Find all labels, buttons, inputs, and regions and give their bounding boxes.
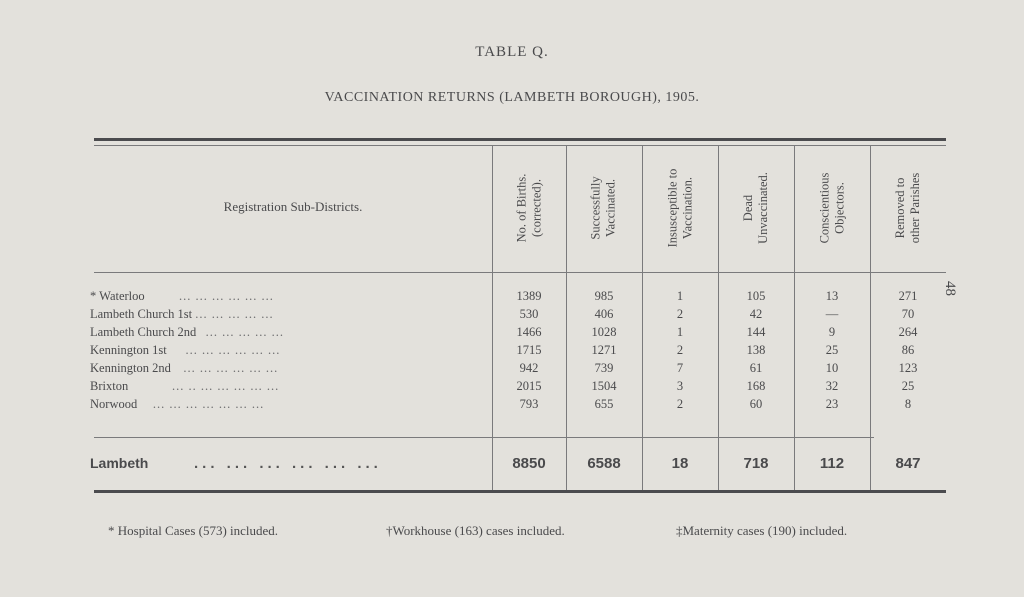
table-row (0, 325, 1024, 343)
births-cell: 530 (519, 307, 539, 321)
vaccinated-cell: 655 (594, 397, 614, 411)
removed-cell: 271 (898, 289, 918, 303)
insusceptible-cell: 2 (676, 307, 684, 321)
total-row (0, 455, 1024, 477)
bottom-rule (94, 490, 946, 493)
row-name: Lambeth Church 2nd ... ... ... ... ... (90, 325, 284, 339)
table-row (0, 397, 1024, 415)
footnote-maternity: ‡Maternity cases (190) included. (676, 523, 848, 538)
row-name: Kennington 2nd ... ... ... ... ... ... (90, 361, 279, 375)
total-dead-cell: 718 (743, 455, 769, 472)
removed-cell: 25 (901, 379, 915, 393)
dead-cell: 60 (749, 397, 763, 411)
row-name: Brixton ... .. ... ... ... ... ... (90, 379, 280, 393)
removed-column-header: Removed to other Parishes (892, 172, 922, 244)
births-cell: 793 (519, 397, 539, 411)
births-cell: 1389 (516, 289, 542, 303)
objectors-cell: 13 (825, 289, 839, 303)
total-rule-right (494, 437, 874, 438)
dead-cell: 168 (746, 379, 766, 393)
total-leaders: ... ... ... ... ... ... (194, 455, 382, 472)
total-insusceptible-cell: 18 (671, 455, 689, 472)
births-cell: 2015 (516, 379, 542, 393)
row-name: Kennington 1st ... ... ... ... ... ... (90, 343, 281, 357)
successfully-vaccinated-column-header: Successfully Vaccinated. (589, 176, 618, 240)
total-rule-left (94, 437, 494, 438)
births-column-header: No. of Births. (corrected). (514, 173, 543, 243)
objectors-cell: — (825, 307, 839, 321)
objectors-cell: 23 (825, 397, 839, 411)
top-rule (94, 138, 946, 141)
objectors-cell: 10 (825, 361, 839, 375)
births-cell: 942 (519, 361, 539, 375)
conscientious-objectors-column-header: Conscientious Objectors. (817, 172, 846, 244)
insusceptible-cell: 7 (676, 361, 684, 375)
births-cell: 1715 (516, 343, 542, 357)
table-row (0, 343, 1024, 361)
row-name: Lambeth Church 1st ... ... ... ... ... (90, 307, 274, 321)
vaccinated-cell: 1028 (591, 325, 617, 339)
vaccinated-cell: 406 (594, 307, 614, 321)
dead-cell: 105 (746, 289, 766, 303)
removed-cell: 8 (904, 397, 912, 411)
dead-cell: 42 (749, 307, 763, 321)
dead-unvaccinated-column-header: Dead Unvaccinated. (741, 172, 770, 244)
table-row (0, 379, 1024, 397)
dead-cell: 61 (749, 361, 763, 375)
vaccinated-cell: 1271 (591, 343, 617, 357)
insusceptible-cell: 2 (676, 343, 684, 357)
insusceptible-column-header: Insusceptible to Vaccination. (665, 168, 694, 248)
objectors-cell: 25 (825, 343, 839, 357)
insusceptible-cell: 1 (676, 325, 684, 339)
vaccinated-cell: 1504 (591, 379, 617, 393)
header-bottom-rule (94, 272, 946, 273)
insusceptible-cell: 1 (676, 289, 684, 303)
footnote-hospital: * Hospital Cases (573) included. (108, 523, 279, 538)
footnote-workhouse: †Workhouse (163) cases included. (386, 523, 565, 538)
vaccinated-cell: 739 (594, 361, 614, 375)
total-vaccinated-cell: 6588 (587, 455, 621, 472)
vaccinated-cell: 985 (594, 289, 614, 303)
table-subtitle: VACCINATION RETURNS (LAMBETH BOROUGH), 1905. (324, 90, 700, 105)
total-objectors-cell: 112 (819, 455, 845, 472)
page-number: 48 (942, 281, 958, 296)
sub-districts-header: Registration Sub-Districts. (223, 199, 363, 214)
total-removed-cell: 847 (895, 455, 921, 472)
row-name: * Waterloo ... ... ... ... ... ... (90, 289, 274, 303)
dead-cell: 138 (746, 343, 766, 357)
table-row (0, 361, 1024, 379)
dead-cell: 144 (746, 325, 766, 339)
objectors-cell: 32 (825, 379, 839, 393)
total-name: Lambeth (90, 455, 149, 471)
insusceptible-cell: 3 (676, 379, 684, 393)
row-name: Norwood ... ... ... ... ... ... ... (90, 397, 265, 411)
objectors-cell: 9 (828, 325, 836, 339)
table-title: TABLE Q. (475, 44, 549, 60)
table-row (0, 307, 1024, 325)
table-row (0, 289, 1024, 307)
removed-cell: 70 (901, 307, 915, 321)
births-cell: 1466 (516, 325, 542, 339)
total-births-cell: 8850 (512, 455, 546, 472)
removed-cell: 86 (901, 343, 915, 357)
removed-cell: 123 (898, 361, 918, 375)
removed-cell: 264 (898, 325, 918, 339)
insusceptible-cell: 2 (676, 397, 684, 411)
